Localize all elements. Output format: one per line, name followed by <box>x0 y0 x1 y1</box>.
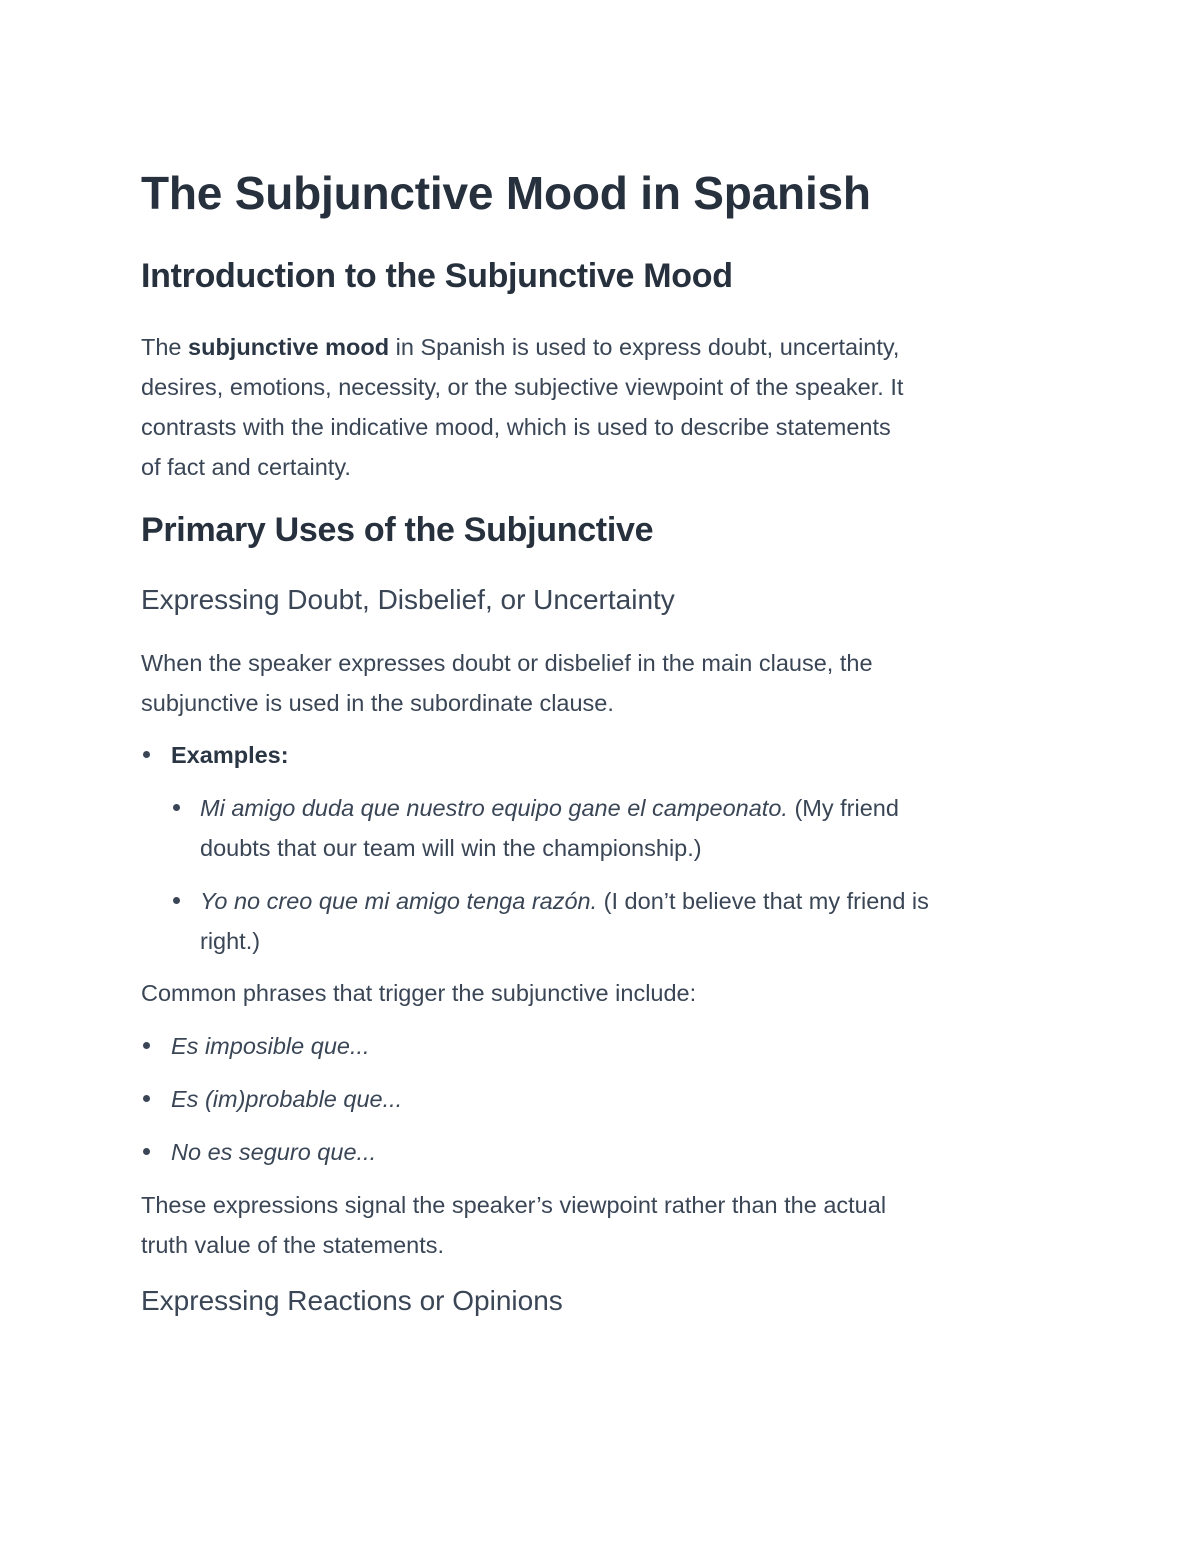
example-item-1 <box>171 788 1051 868</box>
bullet-dot <box>173 897 180 904</box>
page-title: The Subjunctive Mood in Spanish <box>141 167 871 219</box>
phrase-item-2 <box>141 1079 402 1119</box>
bullet-dot <box>143 751 150 758</box>
bullet-dot <box>143 1042 150 1049</box>
intro-text-rest: in Spanish is used to express doubt, uncertainty, <box>389 334 900 360</box>
phrase-text: Es imposible que... <box>171 1033 370 1059</box>
examples-list-item <box>141 735 289 775</box>
intro-heading: Introduction to the Subjunctive Mood <box>141 257 733 295</box>
bullet-dot <box>173 804 180 811</box>
doubt-heading: Expressing Doubt, Disbelief, or Uncertainty <box>141 584 675 615</box>
doubt-paragraph <box>141 643 1051 723</box>
intro-text-start: The <box>141 334 189 360</box>
reactions-heading: Expressing Reactions or Opinions <box>141 1285 563 1316</box>
phrases-intro: Common phrases that trigger the subjunctive include: <box>141 980 697 1006</box>
intro-paragraph <box>141 327 1051 487</box>
subjunctive-mood-term: subjunctive mood <box>188 334 390 360</box>
closing-paragraph <box>141 1185 1051 1265</box>
example-2-line-1 <box>200 881 1061 921</box>
example-1-english-start: (My friend <box>787 795 899 821</box>
closing-line-2: truth value of the statements. <box>141 1232 445 1258</box>
phrase-item-3 <box>141 1132 376 1172</box>
intro-line-4: of fact and certainty. <box>141 454 351 480</box>
phrase-text: Es (im)probable que... <box>171 1086 403 1112</box>
doubt-line-2: subjunctive is used in the subordinate clause. <box>141 690 614 716</box>
primary-uses-heading: Primary Uses of the Subjunctive <box>141 511 654 549</box>
phrase-item-1 <box>141 1026 370 1066</box>
intro-line-2: desires, emotions, necessity, or the subjective viewpoint of the speaker. It <box>141 374 904 400</box>
example-1-spanish: Mi amigo duda que nuestro equipo gane el campeonato. <box>200 795 788 821</box>
intro-line-1 <box>141 327 1051 367</box>
example-item-2 <box>171 881 1061 961</box>
examples-label: Examples: <box>171 742 289 768</box>
phrase-text: No es seguro que... <box>171 1139 377 1165</box>
doubt-line-1: When the speaker expresses doubt or disbelief in the main clause, the <box>141 650 873 676</box>
example-1-line-1 <box>200 788 1051 828</box>
example-2-spanish: Yo no creo que mi amigo tenga razón. <box>200 888 598 914</box>
example-1-english-end: doubts that our team will win the championship.) <box>200 835 702 861</box>
intro-line-3: contrasts with the indicative mood, which is used to describe statements <box>141 414 891 440</box>
example-2-english-start: (I don’t believe that my friend is <box>597 888 929 914</box>
bullet-dot <box>143 1095 150 1102</box>
closing-line-1: These expressions signal the speaker’s viewpoint rather than the actual <box>141 1192 887 1218</box>
example-2-english-end: right.) <box>200 928 261 954</box>
bullet-dot <box>143 1148 150 1155</box>
